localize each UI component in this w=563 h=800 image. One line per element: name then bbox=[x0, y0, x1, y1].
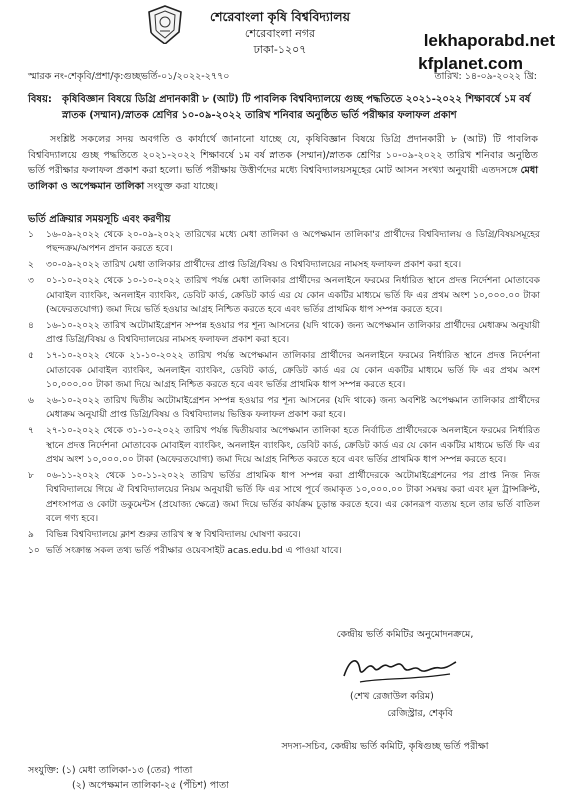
approval-line: কেন্দ্রীয় ভর্তি কমিটির অনুমোদনক্রমে, bbox=[336, 629, 474, 640]
item-text: ০৬-১১-২০২২ থেকে ১০-১১-২০২২ তারিখ ভর্তির প্রাথমিক ধাপ সম্পন্ন করা প্রার্থীদেরকে অটোমাইগ্রেশনের পর প্রাপ্ত নিজ নিজ বিশ্ববিদ্যালয়ে গিয়ে ঐ বিশ্ববিদ্যালয়ের নিয়ম অনুযায়ী ভর্তি ফি এর সাথে পূর্বে জমাকৃত ১০,০০০.০০ টাকা সমন্বয় করা এবং মূল ট্রান্সক্রিপ্ট, প্রশংসাপত্র ও কোটা ডকুমেন্টস (প্রযোজ্য ক্ষেত্রে) জমা দিয়ে ভর্তির কার্যক্রম চূড়ান্ত করতে হবে। এর কোনরূপ ব্যত্যয় হলে তার ভর্তি বাতিল বলে গণ্য হবে। bbox=[46, 471, 540, 525]
item-text: ১৭-১০-২০২২ থেকে ২১-১০-২০২২ তারিখ পর্যন্ত অপেক্ষমান তালিকার প্রার্থীদের অনলাইনে ফরমের নির্ধারিত স্থানে প্রদত্ত নির্দেশনা মোতাবেক মোবাইল ব্যাংকিং, অনলাইন ব্যাংকিং, ডেবিট কার্ড, ক্রেডিট কার্ড এর যে কোন একটির মাধ্যমে ভর্তি ফি এর প্রথম অংশ ১০,০০০.০০ টাকা জমা দিয়ে আগ্রহ নিশ্চিত করতে হবে এবং ভর্তির প্রাথমিক ধাপ সম্পন্ন করতে হবে। bbox=[46, 351, 540, 391]
university-city: ঢাকা-১২০৭ bbox=[253, 43, 307, 56]
intro-paragraph bbox=[28, 132, 538, 194]
list-item bbox=[28, 228, 540, 257]
schedule-list bbox=[28, 228, 540, 560]
university-name: শেরেবাংলা কৃষি বিশ্ববিদ্যালয় bbox=[210, 9, 350, 24]
list-item bbox=[28, 528, 540, 542]
list-item bbox=[28, 319, 540, 348]
item-number: ৯ bbox=[28, 530, 34, 541]
item-text: ১৬-১০-২০২২ তারিখ অটোমাইগ্রেশন সম্পন্ন হওয়ার পর শূন্য আসনের (যদি থাকে) জন্য অপেক্ষমান তালিকার প্রার্থীদের মেধাক্রম অনুযায়ী প্রাপ্ত ডিগ্রি/বিষয় ও বিশ্ববিদ্যালয়ের নামসহ ফলাফল প্রকাশ করা হবে। bbox=[46, 320, 540, 346]
list-item bbox=[28, 258, 540, 272]
watermark-text: lekhaporabd.net bbox=[423, 31, 555, 50]
list-item bbox=[28, 544, 540, 558]
item-number: ৫ bbox=[28, 351, 34, 362]
subject-block bbox=[28, 92, 538, 124]
item-text: বিভিন্ন বিশ্ববিদ্যালয়ে ক্লাশ শুরুর তারিখ স্ব স্ব বিশ্ববিদ্যালয় ঘোষণা করবে। bbox=[46, 530, 301, 541]
item-text: ৩০-০৯-২০২২ তারিখ মেধা তালিকার প্রার্থীদের প্রাপ্ত ডিগ্রি/বিষয় ও বিশ্ববিদ্যালয়ের নামসহ ফলাফল প্রকাশ করা হবে। bbox=[46, 260, 462, 271]
document-date: তারিখ: ১৪-০৯-২০২২ খ্রি: bbox=[434, 71, 537, 82]
item-number: ৪ bbox=[28, 320, 34, 331]
enclosure-item: (১) মেধা তালিকা-১৩ (তের) পাতা bbox=[62, 765, 193, 776]
list-item bbox=[28, 394, 540, 423]
item-number: ৭ bbox=[28, 426, 34, 437]
item-number: ৬ bbox=[28, 395, 34, 406]
enclosure-label: সংযুক্তি: bbox=[28, 765, 59, 776]
watermark-text: kfplanet.com bbox=[418, 54, 523, 73]
signatory-name: (শেখ রেজাউল করিম) bbox=[350, 691, 434, 702]
signatory-committee-role: সদস্য-সচিব, কেন্দ্রীয় ভর্তি কমিটি, কৃষিগুচ্ছ ভর্তি পরীক্ষা bbox=[281, 741, 489, 752]
item-number: ১ bbox=[28, 230, 34, 240]
enclosure-item: (২) অপেক্ষমান তালিকা-২৫ (পঁচিশ) পাতা bbox=[72, 780, 229, 791]
signatory-role: রেজিস্ট্রার, শেকৃবি bbox=[387, 708, 453, 719]
list-item bbox=[28, 424, 540, 467]
item-text: ২৭-১০-২০২২ থেকে ৩১-১০-২০২২ তারিখ পর্যন্ত দ্বিতীয়বার অপেক্ষমান তালিকা হতে নির্বাচিত প্রার্থীদেরকে অনলাইনে ফরমের নির্ধারিত স্থানে প্রদত্ত নির্দেশনা মোতাবেক মোবাইল ব্যাংকিং, অনলাইন ব্যাংকিং, ডেবিট কার্ড, ক্রেডিট কার্ড এর যে কোন একটির মাধ্যমে ভর্তি ফি এর প্রথম অংশ ১০,০০০.০০ টাকা (অফেরতযোগ্য) জমা দিয়ে আগ্রহ নিশ্চিত করতে হবে এবং ভর্তির প্রাথমিক ধাপ সম্পন্ন করতে হবে। bbox=[46, 426, 540, 466]
handwritten-signature-icon bbox=[340, 648, 460, 688]
list-item bbox=[28, 469, 540, 527]
item-number: ৩ bbox=[28, 276, 34, 287]
item-text: ১৬-০৯-২০২২ থেকে ২০-০৯-২০২২ তারিখের মধ্যে মেধা তালিকা ও অপেক্ষমান তালিকা'র প্রার্থীদের বিশ্ববিদ্যালয় ও ডিগ্রি/বিষয়সমূহের পছন্দক্রম/অপশন প্রদান করতে হবে। bbox=[46, 230, 540, 255]
item-text: ২৬-১০-২০২২ তারিখ দ্বিতীয় অটোমাইগ্রেশন সম্পন্ন হওয়ার পর শূন্য আসনের (যদি থাকে) জন্য অবশিষ্ট অপেক্ষমান তালিকার প্রার্থীদের মেধাক্রম অনুযায়ী প্রাপ্ত ডিগ্রি/বিষয় ও বিশ্ববিদ্যালয় ভিত্তিক ফলাফল প্রকাশ করা হবে। bbox=[46, 395, 540, 421]
item-number: ৮ bbox=[28, 471, 34, 481]
item-number: ১০ bbox=[28, 546, 40, 557]
list-item bbox=[28, 274, 540, 317]
university-location: শেরেবাংলা নগর bbox=[244, 27, 316, 40]
subject-text: কৃষিবিজ্ঞান বিষয়ে ডিগ্রি প্রদানকারী ৮ (আট) টি পাবলিক বিশ্ববিদ্যালয়ে গুচ্ছ পদ্ধতিতে ২০২১-২০২২ শিক্ষাবর্ষে ১ম বর্ষ স্নাতক (সম্মান)/স্নাতক শ্রেণির ১০-০৯-২০২২ তারিখ শনিবার অনুষ্ঠিত ভর্তি পরীক্ষার ফলাফল প্রকাশ bbox=[62, 94, 531, 121]
schedule-title: ভর্তি প্রক্রিয়ার সময়সূচি এবং করণীয় bbox=[28, 214, 171, 225]
memo-number: স্মারক নং-শেকৃবি/প্রশা/কৃ:গুচ্ছভর্তি-০১/২০২২-২৭৭০ bbox=[28, 71, 230, 82]
item-number: ২ bbox=[28, 260, 34, 271]
intro-bold-text: মেধা তালিকা ও অপেক্ষমান তালিকা bbox=[28, 165, 538, 192]
subject-label: বিষয়: bbox=[28, 94, 52, 105]
intro-end-text: সংযুক্ত করা যাচ্ছে। bbox=[147, 180, 219, 192]
intro-text: সংশ্লিষ্ট সকলের সদয় অবগতি ও কার্যার্থে জানানো যাচ্ছে যে, কৃষিবিজ্ঞান বিষয়ে ডিগ্রি প্রদানকারী ৮ (আট) টি পাবলিক বিশ্ববিদ্যালয়ে গুচ্ছ পদ্ধতিতে ২০২১-২০২২ শিক্ষাবর্ষে ১ম বর্ষ স্নাতক (সম্মান)/স্নাতক শ্রেণির ১০-০৯-২০২২ তারিখ শনিবার অনুষ্ঠিত ভর্তি পরীক্ষার ফলাফল প্রকাশ করা হলো। ভর্তি পরীক্ষায় উত্তীর্ণদের মধ্যে বিশ্ববিদ্যালয়সমূহের মোট আসন সংখ্যা অনুযায়ী এতদসঙ্গে bbox=[28, 134, 538, 176]
enclosure-block bbox=[28, 763, 229, 793]
item-text: ০১-১০-২০২২ থেকে ১০-১০-২০২২ তারিখ পর্যন্ত মেধা তালিকার প্রার্থীদের অনলাইনে ফরমের নির্ধারিত স্থানে প্রদত্ত নির্দেশনা মোতাবেক মোবাইল ব্যাংকিং, অনলাইন ব্যাংকিং, ডেবিট কার্ড, ক্রেডিট কার্ড এর যে কোন একটির মাধ্যমে ভর্তি ফি এর প্রথম অংশ ১০,০০০.০০ টাকা (অফেরতযোগ্য) জমা দিয়ে ভর্তি হওয়ার আগ্রহ নিশ্চিত করতে হবে এবং ভর্তির প্রাথমিক ধাপ সম্পন্ন করতে হবে। bbox=[46, 276, 540, 316]
item-text: ভর্তি সংক্রান্ত সকল তথ্য ভর্তি পরীক্ষার ওয়েবসাইট acas.edu.bd এ পাওয়া যাবে। bbox=[46, 546, 342, 557]
list-item bbox=[28, 349, 540, 392]
